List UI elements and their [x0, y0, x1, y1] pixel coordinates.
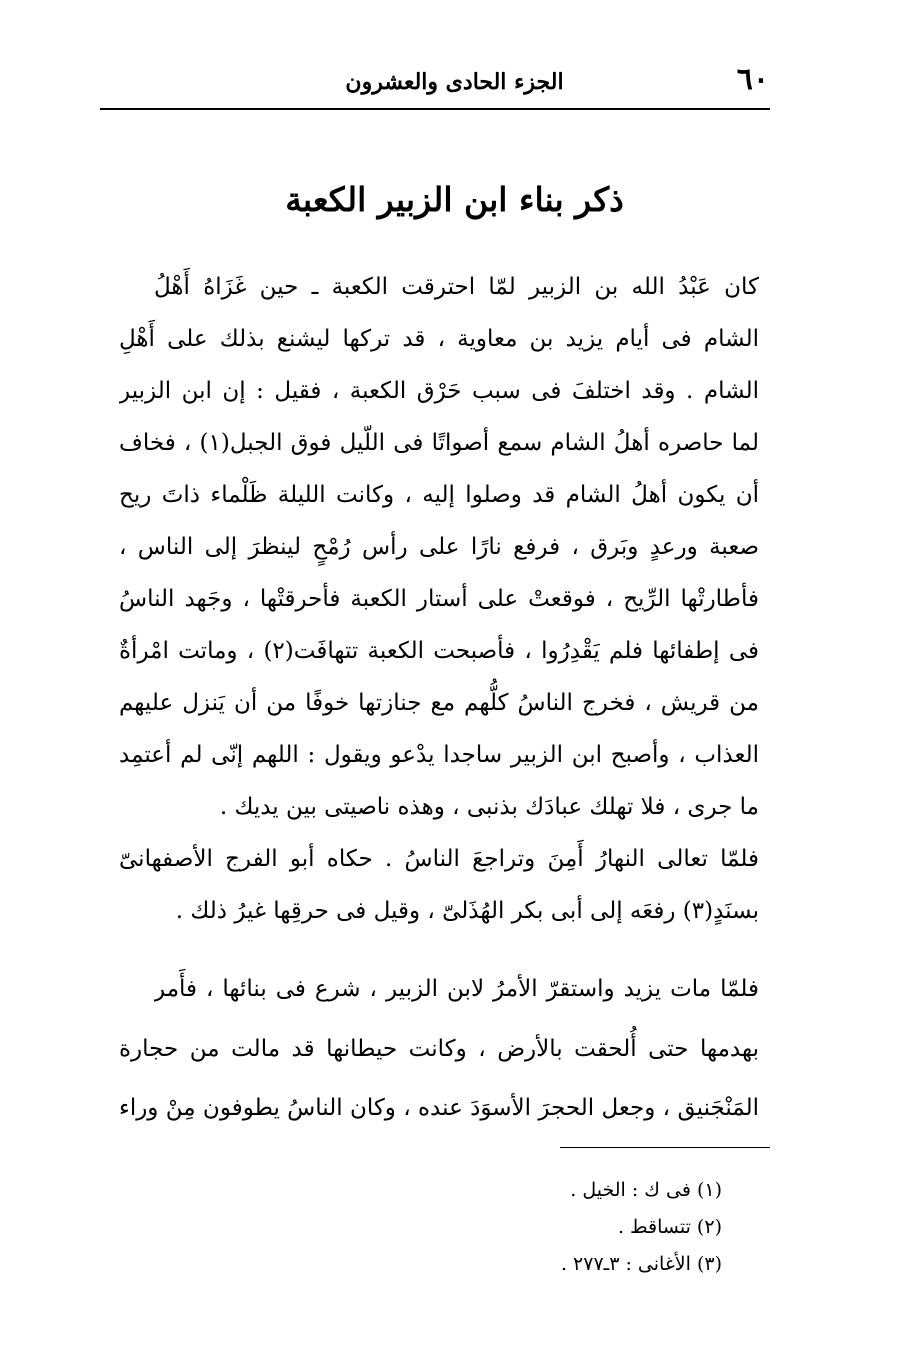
- text-line: ما جرى ، فلا تهلك عبادَك بذنبى ، وهذه ناصيتى بين يديك .: [219, 794, 759, 820]
- text-line: فلمّا تعالى النهارُ أَمِنَ وتراجعَ الناسُ . حكاه أبو الفرج الأصفهانىّ: [119, 846, 759, 872]
- text-line: بسنَدٍ(٣) رفعَه إلى أبى بكر الهُذَلىّ ، وقيل فى حرقِها غيرُ ذلك .: [175, 898, 759, 924]
- chapter-title: ذكر بناء ابن الزبير الكعبة: [285, 180, 624, 219]
- text-line: العذاب ، وأصبح ابن الزبير ساجدا يدْعو ويقول : اللهم إنّى لم أعتمِد: [119, 742, 759, 768]
- footnote: (٣) الأغانى : ٣ـ٢٧٧ .: [560, 1253, 722, 1275]
- text-line: من قريش ، فخرج الناسُ كلُّهم مع جنازتها خوفًا من أن يَنزل عليهم: [119, 690, 759, 716]
- header-rule: [100, 108, 770, 110]
- text-line: الشام فى أيام يزيد بن معاوية ، قد تركها ليشنع بذلك على أَهْلِ: [119, 326, 759, 352]
- text-line: بهدمها حتى أُلحقت بالأرض ، وكانت حيطانها قد مالت من حجارة: [119, 1036, 759, 1062]
- running-title: الجزء الحادى والعشرون: [345, 69, 564, 95]
- text-line: الشام . وقد اختلفَ فى سبب حَرْق الكعبة ، فقيل : إن ابن الزبير: [119, 378, 759, 404]
- text-line: لما حاصره أهلُ الشام سمع أصواتًا فى اللّيل فوق الجبل(١) ، فخاف: [119, 430, 759, 456]
- page-number: ٦٠: [736, 62, 769, 97]
- text-line: فأطارتْها الرِّيح ، فوقعتْ على أستار الكعبة فأحرقتْها ، وجَهد الناسُ: [119, 586, 759, 612]
- text-line: فلمّا مات يزيد واستقرّ الأمرُ لابن الزبير ، شرع فى بنائها ، فأَمر: [154, 976, 759, 1002]
- text-line: كان عَبْدُ الله بن الزبير لمّا احترقت الكعبة ـ حين غَزَاهُ أَهْلُ: [154, 274, 759, 300]
- text-line: صعبة ورعدٍ وبَرق ، فرفع نارًا على رأس رُمْحٍ لينظرَ إلى الناس ،: [119, 534, 759, 560]
- footnote: (١) فى ك : الخيل .: [570, 1179, 722, 1201]
- text-line: المَنْجَنيق ، وجعل الحجرَ الأسوَدَ عنده ، وكان الناسُ يطوفون مِنْ وراء: [119, 1095, 759, 1121]
- text-line: فى إطفائها فلم يَقْدِرُوا ، فأصبحت الكعبة تتهافَت(٢) ، وماتت امْرأةٌ: [119, 638, 759, 664]
- footnote-rule: [560, 1147, 770, 1148]
- footnote: (٢) تتساقط .: [617, 1216, 722, 1238]
- text-line: أن يكون أهلُ الشام قد وصلوا إليه ، وكانت الليلة ظَلْماء ذاتَ ريح: [119, 482, 759, 508]
